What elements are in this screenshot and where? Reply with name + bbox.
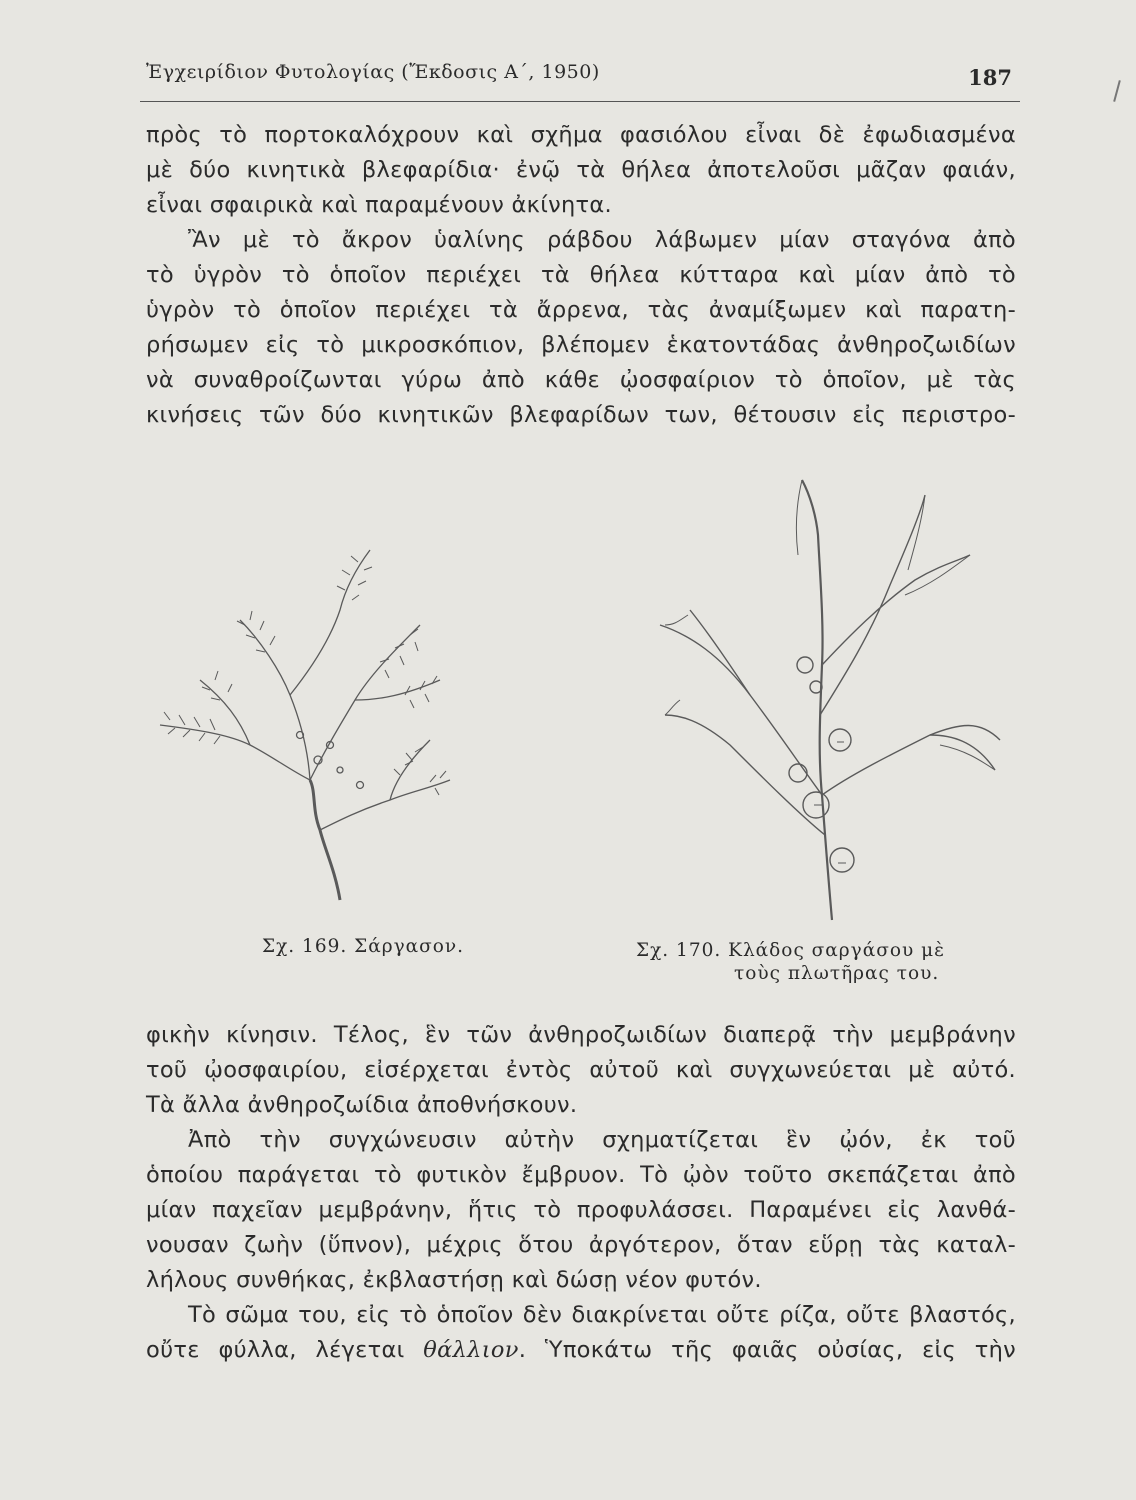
text-line: νουσαν ζωὴν (ὕπνον), μέχρις ὅτου ἀργότερον, ὅταν εὕρῃ τὰς καταλ- (146, 1232, 1016, 1258)
page-number: 187 (968, 65, 1012, 90)
sargassum-illustration (140, 530, 460, 910)
text-fragment: . Ὑποκάτω τῆς φαιᾶς οὐσίας, εἰς τὴν (518, 1337, 1016, 1363)
text-line: λήλους συνθήκας, ἐκβλαστήσῃ καὶ δώσῃ νέον φυτόν. (146, 1267, 762, 1293)
paragraph (146, 1298, 1016, 1368)
paragraph (146, 223, 1016, 433)
text-line: Τὰ ἄλλα ἀνθηροζωίδια ἀποθνήσκουν. (146, 1092, 578, 1118)
text-line: ρήσωμεν εἰς τὸ μικροσκόπιον, βλέπομεν ἑκατοντάδας ἀνθηροζωιδίων (146, 332, 1016, 358)
text-line: κινήσεις τῶν δύο κινητικῶν βλεφαρίδων των, θέτουσιν εἰς περιστρο- (146, 402, 1016, 428)
paragraph (146, 1123, 1016, 1298)
text-line: πρὸς τὸ πορτοκαλόχρουν καὶ σχῆμα φασιόλου εἶναι δὲ ἐφωδιασμένα (146, 122, 1016, 148)
paragraph (146, 1018, 1016, 1123)
term-thallion: θάλλιον (423, 1337, 519, 1363)
text-line: τὸ ὑγρὸν τὸ ὁποῖον περιέχει τὰ θήλεα κύτταρα καὶ μίαν ἀπὸ τὸ (146, 262, 1016, 288)
text-line: μὲ δύο κινητικὰ βλεφαρίδια· ἐνῷ τὰ θήλεα ἀποτελοῦσι μᾶζαν φαιάν, (146, 157, 1016, 183)
paragraph (146, 118, 1016, 223)
text-block-top (146, 118, 1016, 433)
text-line: Τὸ σῶμα του, εἰς τὸ ὁποῖον δὲν διακρίνεται οὔτε ρίζα, οὔτε βλαστός, (188, 1302, 1016, 1328)
margin-pencil-mark (1113, 80, 1121, 102)
text-line: φικὴν κίνησιν. Τέλος, ἓν τῶν ἀνθηροζωιδίων διαπερᾷ τὴν μεμβράνην (146, 1022, 1016, 1048)
text-line (146, 1333, 1016, 1368)
text-fragment: οὔτε φύλλα, λέγεται (146, 1337, 405, 1363)
text-line: ὁποίου παράγεται τὸ φυτικὸν ἔμβρυον. Τὸ ᾠὸν τοῦτο σκεπάζεται ἀπὸ (146, 1162, 1016, 1188)
text-line: Ἂν μὲ τὸ ἄκρον ὑαλίνης ράβδου λάβωμεν μίαν σταγόνα ἀπὸ (188, 227, 1016, 253)
text-line: τοῦ ᾠοσφαιρίου, εἰσέρχεται ἐντὸς αὐτοῦ καὶ συγχωνεύεται μὲ αὐτό. (146, 1057, 1016, 1083)
figure-170-caption-line2: τοὺς πλωτῆρας του. (734, 963, 940, 984)
figure-170-caption (636, 940, 956, 984)
text-line: νὰ συναθροίζωνται γύρω ἀπὸ κάθε ᾠοσφαίριον τὸ ὁποῖον, μὲ τὰς (146, 367, 1016, 393)
text-line: εἶναι σφαιρικὰ καὶ παραμένουν ἀκίνητα. (146, 192, 612, 218)
figure-169-caption: Σχ. 169. Σάργασον. (262, 936, 465, 957)
running-head: Ἐγχειρίδιον Φυτολογίας (Ἔκδοσις Α΄, 1950) (146, 61, 600, 83)
text-line: Ἀπὸ τὴν συγχώνευσιν αὐτὴν σχηματίζεται ἓν ᾠόν, ἐκ τοῦ (188, 1127, 1016, 1153)
text-line: ὑγρὸν τὸ ὁποῖον περιέχει τὰ ἄρρενα, τὰς ἀναμίξωμεν καὶ παρατη- (146, 297, 1016, 323)
page-header (140, 55, 1020, 102)
text-block-bottom (146, 1018, 1016, 1368)
text-line: μίαν παχεῖαν μεμβράνην, ἥτις τὸ προφυλάσσει. Παραμένει εἰς λανθά- (146, 1197, 1016, 1223)
sargassum-branch-illustration (570, 475, 1020, 925)
figure-170-caption-line1: Σχ. 170. Κλάδος σαργάσου μὲ (636, 940, 946, 961)
